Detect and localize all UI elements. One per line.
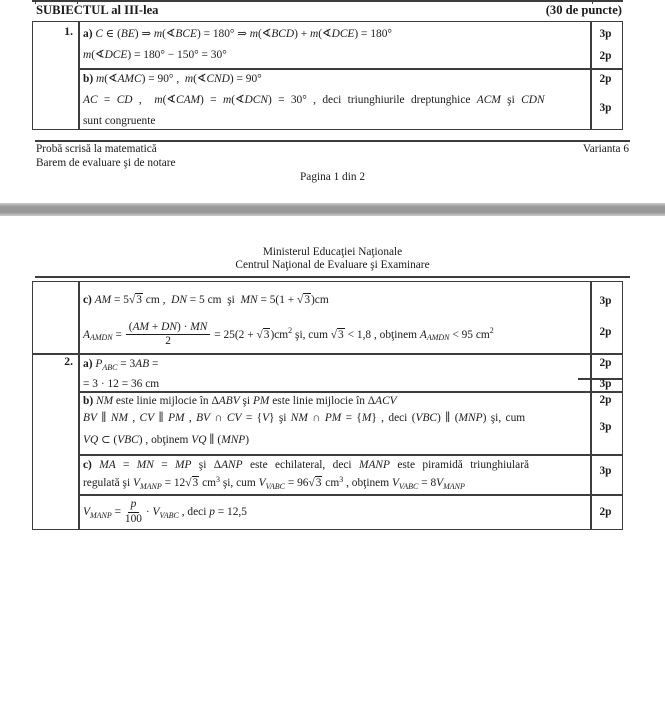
score-line-2c-3: V MANP = $\frac{p}{100}$ · V VABC , deci p = 12,5 — [83, 498, 247, 525]
footer-page-indicator: Pagina 1 din 2 — [300, 171, 365, 183]
points-cell: 3p — [599, 295, 612, 307]
points-cell: 3p — [599, 465, 612, 477]
score-line-2b-1: b) NM este linie mijlocie în ΔABV şi PM este linie mijlocie în ΔACV — [83, 395, 397, 407]
number-column-border — [78, 282, 80, 529]
subject-total-points: (30 de puncte) — [545, 3, 622, 17]
score-line-1c-2: A AMDN = $\frac{(AM + DN) \cdot MN}{2}$ = 25(2 + √3 )cm 2 şi, cum √3 < 1,8 , obţinem A AMDN < 95 cm 2 — [83, 320, 494, 347]
points-cell: 3p — [599, 421, 612, 433]
score-line-2a-2: = 3 · 12 = 36 cm — [83, 378, 160, 390]
score-line-1c-1: c) AM = 5√3 cm , DN = 5 cm şi MN = 5(1 + √3)cm — [83, 294, 329, 306]
subject-title: SUBIECTUL al III-lea — [36, 3, 159, 17]
row-divider-1a-1b — [79, 68, 622, 70]
footer-variant: Varianta 6 — [582, 143, 629, 155]
page-break-bar — [0, 203, 665, 216]
score-line-2c-1: c) MA = MN = MP şi ΔANP este echilateral, deci MANP este piramidă triunghiulară — [83, 459, 530, 471]
problem-number: 1. — [64, 25, 73, 38]
score-line-2a-1: a) $P_{ABC} = 3AB$ = — [83, 358, 159, 372]
points-cell: 2p — [599, 506, 612, 518]
footer-exam-name: Probă scrisă la matematică — [36, 143, 157, 155]
number-column-border — [78, 22, 80, 129]
points-cell: 2p — [599, 50, 612, 62]
row-divider-2b-2c — [79, 454, 622, 456]
score-line-1a-1: a) C ∈ (BE) ⇒ m(∢BCE) = 180° ⇒ m(∢BCD) + m(∢DCE) = 180° — [83, 28, 392, 40]
score-line-1b-2: AC = CD , m(∢CAM) = m(∢DCN) = 30° , deci triunghiurile dreptunghice ACM şi CDN — [83, 94, 545, 106]
points-cell: 3p — [599, 28, 612, 40]
row-divider-1c-2 — [33, 353, 622, 355]
footer-rule — [35, 140, 630, 142]
score-line-2c-2: regulată şi $V_{MANP} = 12√3$ $cm^3$ şi, cum $V_{VABC} = 96√3$ $cm^3$ , obţinem $V_{VABC} = 8V_{MANP}$ — [83, 475, 465, 491]
points-cell: 3p — [599, 378, 612, 390]
problem-number: 2. — [64, 355, 73, 368]
row-divider-2a-2b — [79, 391, 622, 393]
footer-barem-label: Barem de evaluare şi de notare — [36, 157, 176, 169]
previous-table-bottom-border — [32, 0, 623, 2]
page1-fragment — [0, 0, 665, 203]
points-cell: 2p — [599, 394, 612, 406]
points-cell: 3p — [599, 102, 612, 114]
score-line-1b-3: sunt congruente — [83, 115, 156, 127]
score-line-2b-3: VQ ⊂ (VBC) , obţinem VQ ∥ (MNP) — [83, 434, 250, 446]
points-cell: 2p — [599, 326, 612, 338]
score-line-1b-1: b) m(∢AMC) = 90° , m(∢CND) = 90° — [83, 73, 262, 85]
score-line-1a-2: m(∢DCE) = 180° − 150° = 30° — [83, 49, 227, 61]
score-line-2b-2: BV ∥ NM , CV ∥ PM , BV ∩ CV = {V} şi NM ∩ PM = {M} , deci (VBC) ∥ (MNP) şi, cum — [83, 412, 526, 424]
points-cell: 2p — [599, 357, 612, 369]
header-rule — [35, 276, 630, 278]
ministry-header-line1: Ministerul Educaţiei Naţionale — [262, 246, 403, 258]
points-cell: 2p — [599, 73, 612, 85]
ministry-header-line2: Centrul Naţional de Evaluare şi Examinare — [235, 259, 430, 271]
barem-table-page2 — [32, 281, 623, 530]
barem-table-page1 — [32, 21, 623, 130]
